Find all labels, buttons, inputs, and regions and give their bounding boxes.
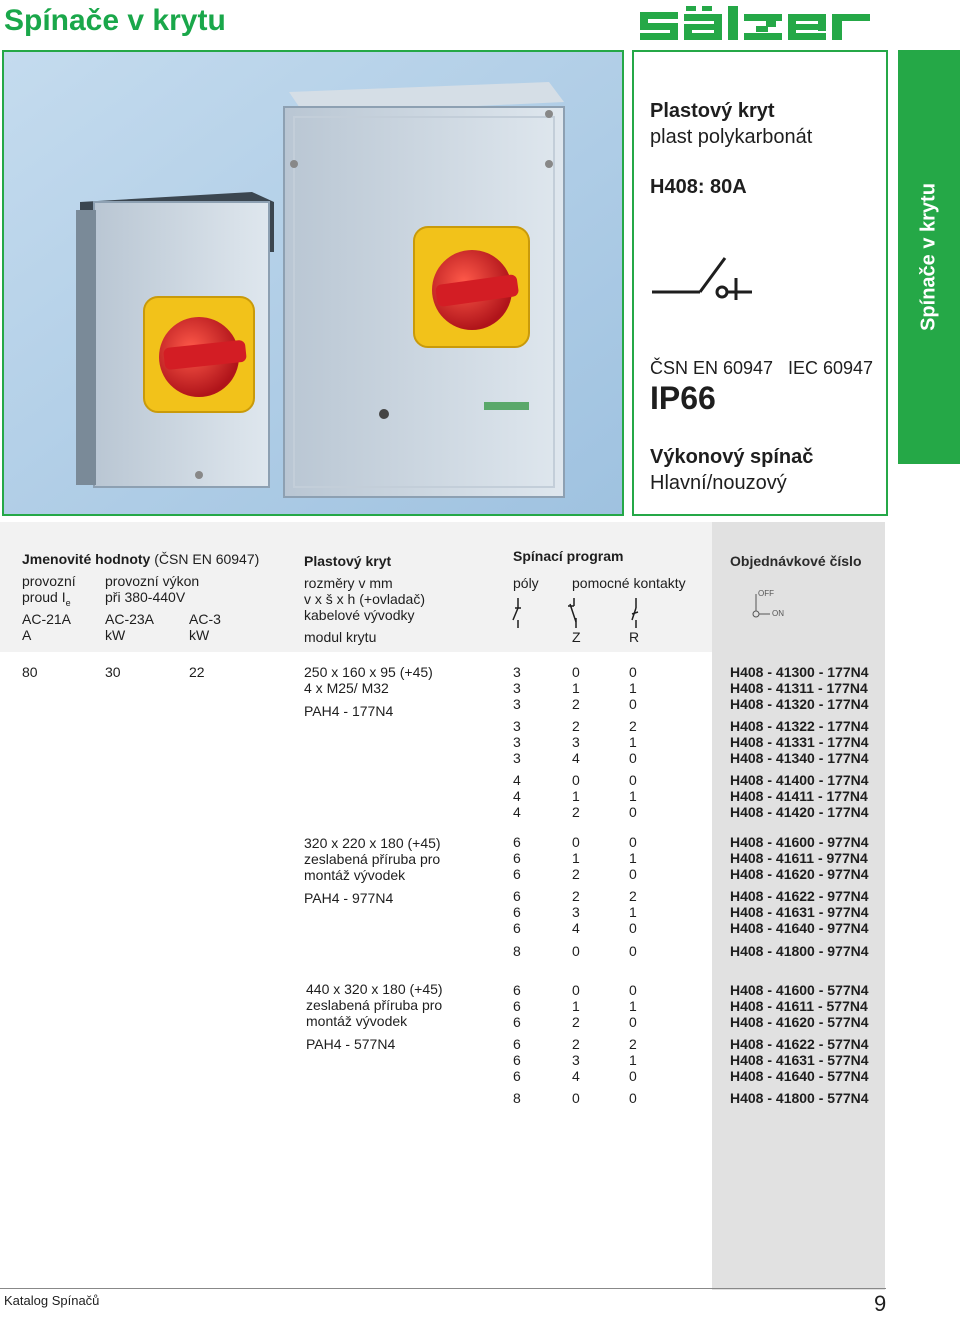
- poles-value: 6: [513, 1014, 521, 1030]
- on-label: ON: [772, 609, 784, 618]
- footer-divider: [0, 1288, 886, 1289]
- info-material: plast polykarbonát: [650, 126, 813, 148]
- header-unit-a: A: [22, 627, 32, 643]
- enclosure-dims-order: v x š x h (+ovladač): [304, 591, 425, 607]
- r-value: 0: [629, 696, 637, 712]
- order-number: H408 - 41600 - 977N4: [730, 834, 869, 850]
- r-value: 1: [629, 904, 637, 920]
- z-value: 3: [572, 904, 580, 920]
- order-number: H408 - 41322 - 177N4: [730, 718, 869, 734]
- r-value: 0: [629, 772, 637, 788]
- z-value: 2: [572, 1014, 580, 1030]
- page-number: 9: [874, 1291, 887, 1316]
- poles-value: 3: [513, 718, 521, 734]
- z-label: Z: [572, 629, 581, 645]
- header-ac3: AC-3: [189, 611, 221, 627]
- z-value: 2: [572, 718, 580, 734]
- r-value: 0: [629, 1068, 637, 1084]
- z-value: 3: [572, 734, 580, 750]
- header-unit-kw-2: kW: [189, 627, 210, 643]
- poles-value: 6: [513, 834, 521, 850]
- poles-value: 3: [513, 750, 521, 766]
- z-value: 0: [572, 1090, 580, 1106]
- r-value: 2: [629, 718, 637, 734]
- z-value: 0: [572, 834, 580, 850]
- rating-ac23: 30: [105, 664, 121, 680]
- order-number: H408 - 41400 - 177N4: [730, 772, 869, 788]
- info-enclosure-title: Plastový kryt: [650, 100, 775, 122]
- poles-value: 6: [513, 1052, 521, 1068]
- poles-value: 6: [513, 998, 521, 1014]
- poles-label: póly: [513, 575, 539, 591]
- order-number: H408 - 41631 - 977N4: [730, 904, 869, 920]
- ip-rating: IP66: [650, 380, 716, 416]
- r-value: 1: [629, 850, 637, 866]
- r-value: 1: [629, 680, 637, 696]
- rating-current: 80: [22, 664, 38, 680]
- poles-value: 6: [513, 866, 521, 882]
- order-number: H408 - 41300 - 177N4: [730, 664, 869, 680]
- r-value: 0: [629, 834, 637, 850]
- nc-contact-icon: [566, 598, 582, 633]
- z-value: 1: [572, 850, 580, 866]
- group3-note2: montáž vývodek: [306, 1013, 408, 1029]
- group1-glands: 4 x M25/ M32: [304, 680, 389, 696]
- header-power-1: provozní výkon: [105, 573, 200, 589]
- r-value: 0: [629, 943, 637, 959]
- header-unit-kw-1: kW: [105, 627, 126, 643]
- order-number: H408 - 41411 - 177N4: [730, 788, 868, 804]
- z-value: 3: [572, 1052, 580, 1068]
- z-value: 2: [572, 866, 580, 882]
- z-value: 2: [572, 1036, 580, 1052]
- poles-value: 4: [513, 772, 521, 788]
- poles-value: 4: [513, 804, 521, 820]
- order-number: H408 - 41622 - 977N4: [730, 888, 869, 904]
- switch-symbol-icon: [650, 252, 755, 309]
- z-value: 2: [572, 888, 580, 904]
- order-number: H408 - 41611 - 977N4: [730, 850, 868, 866]
- enclosure-header: Plastový kryt: [304, 553, 392, 569]
- info-switch-function: Hlavní/nouzový: [650, 472, 787, 494]
- z-value: 0: [572, 943, 580, 959]
- off-label: OFF: [758, 589, 774, 598]
- group1-module: PAH4 - 177N4: [304, 703, 394, 719]
- poles-value: 6: [513, 982, 521, 998]
- side-tab-label: Spínače v krytu: [917, 183, 940, 331]
- order-number: H408 - 41611 - 577N4: [730, 998, 868, 1014]
- r-value: 0: [629, 866, 637, 882]
- header-current-1: provozní: [22, 573, 76, 589]
- order-number: H408 - 41640 - 977N4: [730, 920, 869, 936]
- poles-value: 3: [513, 696, 521, 712]
- r-value: 0: [629, 982, 637, 998]
- group2-module: PAH4 - 977N4: [304, 890, 394, 906]
- r-label: R: [629, 629, 640, 645]
- r-value: 1: [629, 998, 637, 1014]
- switching-program-header: Spínací program: [513, 548, 624, 564]
- order-number: H408 - 41331 - 177N4: [730, 734, 869, 750]
- r-value: 0: [629, 920, 637, 936]
- order-number: H408 - 41420 - 177N4: [730, 804, 869, 820]
- r-value: 0: [629, 804, 637, 820]
- header-ac23a: AC-23A: [105, 611, 155, 627]
- r-value: 0: [629, 750, 637, 766]
- rating-ac3: 22: [189, 664, 205, 680]
- header-power-2: při 380-440V: [105, 589, 186, 605]
- r-value: 0: [629, 1014, 637, 1030]
- enclosure-glands-label: kabelové vývodky: [304, 607, 415, 623]
- z-value: 2: [572, 804, 580, 820]
- z-value: 2: [572, 696, 580, 712]
- r-value: 0: [629, 1090, 637, 1106]
- group2-dims: 320 x 220 x 180 (+45): [304, 835, 441, 851]
- no-contact-icon: [628, 598, 644, 633]
- group2-note2: montáž vývodek: [304, 867, 406, 883]
- product-photo: [2, 50, 624, 516]
- poles-value: 6: [513, 904, 521, 920]
- group3-dims: 440 x 320 x 180 (+45): [306, 981, 443, 997]
- group3-module: PAH4 - 577N4: [306, 1036, 396, 1052]
- order-number: H408 - 41622 - 577N4: [730, 1036, 869, 1052]
- order-number: H408 - 41600 - 577N4: [730, 982, 869, 998]
- r-value: 1: [629, 788, 637, 804]
- z-value: 1: [572, 998, 580, 1014]
- poles-value: 6: [513, 850, 521, 866]
- z-value: 4: [572, 920, 580, 936]
- z-value: 4: [572, 1068, 580, 1084]
- z-value: 1: [572, 788, 580, 804]
- poles-value: 8: [513, 1090, 521, 1106]
- z-value: 4: [572, 750, 580, 766]
- page-title: Spínače v krytu: [4, 4, 226, 37]
- order-number: H408 - 41311 - 177N4: [730, 680, 868, 696]
- r-value: 2: [629, 888, 637, 904]
- order-number: H408 - 41800 - 977N4: [730, 943, 869, 959]
- group2-note1: zeslabená příruba pro: [304, 851, 441, 867]
- r-value: 1: [629, 1052, 637, 1068]
- standard-csn: ČSN EN 60947: [650, 358, 774, 378]
- poles-value: 3: [513, 734, 521, 750]
- r-value: 2: [629, 1036, 637, 1052]
- poles-value: 3: [513, 664, 521, 680]
- group3-note1: zeslabená příruba pro: [306, 997, 443, 1013]
- poles-value: 6: [513, 1068, 521, 1084]
- rated-values-header: Jmenovité hodnoty (ČSN EN 60947): [22, 551, 260, 567]
- r-value: 1: [629, 734, 637, 750]
- salzer-logo: [640, 6, 888, 45]
- poles-value: 3: [513, 680, 521, 696]
- z-value: 0: [572, 982, 580, 998]
- info-switch-type: Výkonový spínač: [650, 446, 814, 468]
- header-ac21a: AC-21A: [22, 611, 72, 627]
- aux-contacts-label: pomocné kontakty: [572, 575, 686, 591]
- footer-catalog: Katalog Spínačů: [4, 1293, 100, 1308]
- standard-iec: IEC 60947: [788, 358, 874, 378]
- group1-dims: 250 x 160 x 95 (+45): [304, 664, 433, 680]
- header-current-2: proud $I_e$: [22, 589, 71, 608]
- order-number: H408 - 41640 - 577N4: [730, 1068, 869, 1084]
- r-value: 0: [629, 664, 637, 680]
- z-value: 0: [572, 772, 580, 788]
- order-number: H408 - 41620 - 977N4: [730, 866, 869, 882]
- order-number: H408 - 41620 - 577N4: [730, 1014, 869, 1030]
- order-number: H408 - 41320 - 177N4: [730, 696, 869, 712]
- enclosure-dims-label: rozměry v mm: [304, 575, 393, 591]
- order-number: H408 - 41631 - 577N4: [730, 1052, 869, 1068]
- poles-value: 4: [513, 788, 521, 804]
- poles-value: 6: [513, 1036, 521, 1052]
- info-model: H408: 80A: [650, 176, 747, 198]
- order-number: H408 - 41340 - 177N4: [730, 750, 869, 766]
- poles-value: 6: [513, 888, 521, 904]
- order-number-header: Objednávkové číslo: [730, 553, 862, 569]
- order-number: H408 - 41800 - 577N4: [730, 1090, 869, 1106]
- z-value: 1: [572, 680, 580, 696]
- poles-value: 6: [513, 920, 521, 936]
- poles-value: 8: [513, 943, 521, 959]
- z-value: 0: [572, 664, 580, 680]
- pole-contact-icon: [510, 598, 526, 633]
- product-info-box: [632, 50, 888, 516]
- enclosure-module-label: modul krytu: [304, 629, 377, 645]
